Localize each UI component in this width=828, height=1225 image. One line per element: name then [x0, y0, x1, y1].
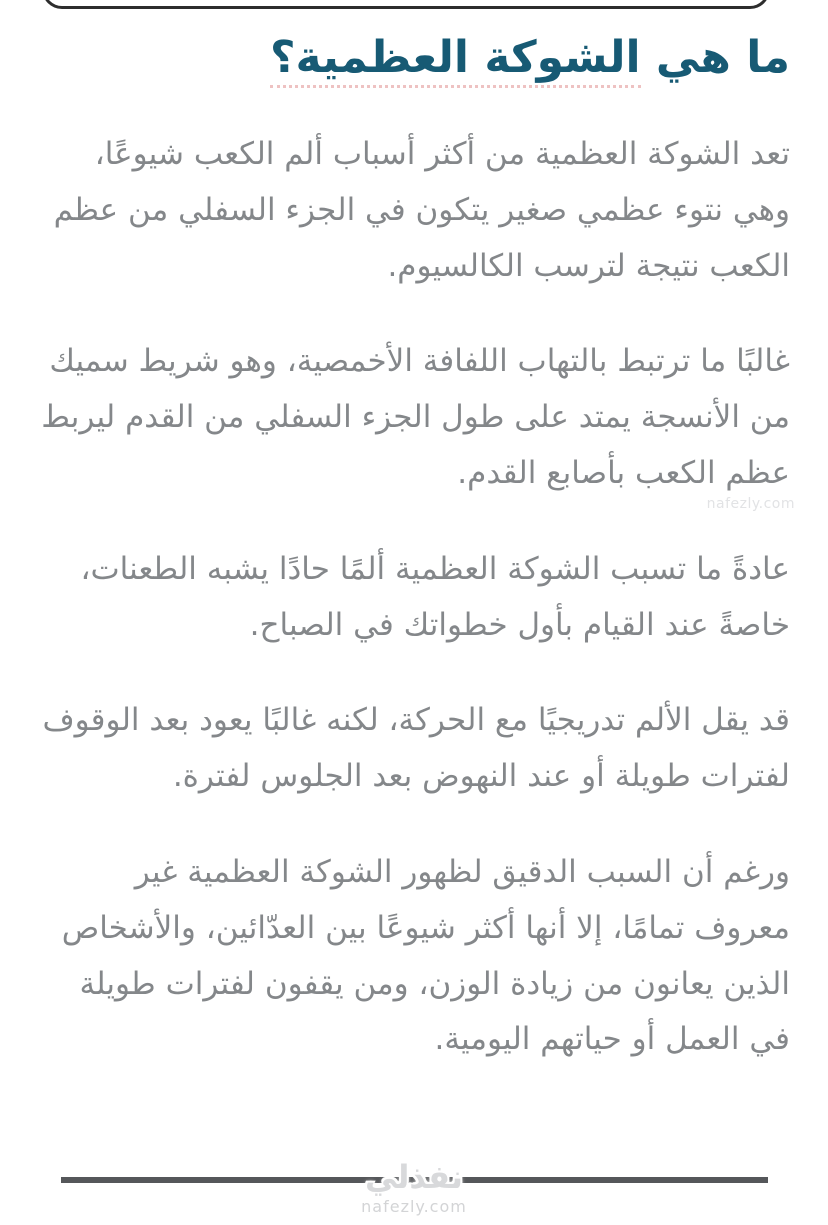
article-paragraph: تعد الشوكة العظمية من أكثر أسباب ألم الكعب شيوعًا، وهي نتوء عظمي صغير يتكون في الجزء السفلي من عظم الكعب نتيجة لترسب الكالسيوم.	[53, 136, 790, 284]
brand-domain-text: nafezly.com	[361, 1197, 467, 1217]
article-body	[38, 127, 790, 1068]
page-title-prefix: ما هي	[640, 32, 790, 83]
article-paragraph: قد يقل الألم تدريجيًا مع الحركة، لكنه غالبًا يعود بعد الوقوف لفترات طويلة أو عند النهوض بعد الجلوس لفترة.	[42, 702, 790, 795]
brand-watermark	[0, 1160, 828, 1216]
side-watermark-text: nafezly.com	[706, 496, 795, 512]
page-title	[38, 30, 790, 85]
brand-logo-arabic: نفذلي	[365, 1158, 463, 1196]
page-title-highlight: الشوكة العظمية؟	[270, 32, 641, 88]
article-paragraph: ورغم أن السبب الدقيق لظهور الشوكة العظمية غير معروف تمامًا، إلا أنها أكثر شيوعًا بين العدّائين، والأشخاص الذين يعانون من زيادة الوزن، ومن يقفون لفترات طويلة في العمل أو حياتهم اليومية.	[61, 853, 790, 1058]
article-paragraph: عادةً ما تسبب الشوكة العظمية ألمًا حادًا يشبه الطعنات، خاصةً عند القيام بأول خطواتك في الصباح.	[80, 550, 790, 643]
article-paragraph: غالبًا ما ترتبط بالتهاب اللفافة الأخمصية، وهو شريط سميك من الأنسجة يمتد على طول الجزء السفلي من القدم ليربط عظم الكعب بأصابع القدم.	[41, 343, 790, 491]
